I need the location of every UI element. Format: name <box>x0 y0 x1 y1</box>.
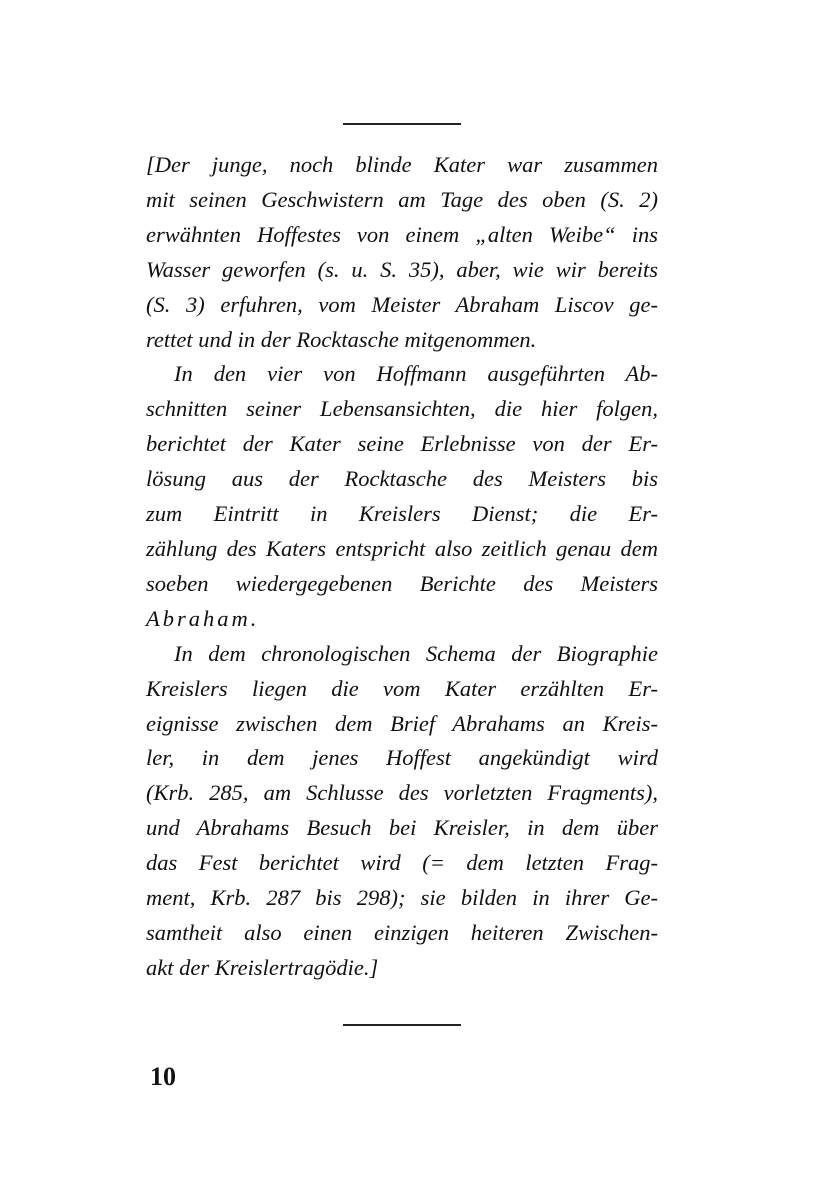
text-line: mit seinen Geschwistern am Tage des oben (S. 2) <box>146 186 658 212</box>
text-line: berichtet der Kater seine Erlebnisse von der Er- <box>146 431 658 457</box>
text-line: akt der Kreislertragödie.] <box>146 954 379 980</box>
bottom-divider-rule <box>343 1024 461 1026</box>
text-line: zum Eintritt in Kreislers Dienst; die Er- <box>146 501 658 527</box>
text-line: ler, in dem jenes Hoffest angekündigt wird <box>146 745 658 771</box>
text-line: Kreislers liegen die vom Kater erzählten Er- <box>146 675 658 701</box>
text-line: Wasser geworfen (s. u. S. 35), aber, wie wir bereits <box>146 256 658 282</box>
text-line: soeben wiedergegebenen Berichte des Meisters <box>146 570 658 596</box>
text-line: In den vier von Hoffmann ausgeführten Ab- <box>174 361 658 387</box>
text-line: eignisse zwischen dem Brief Abrahams an Kreis- <box>146 710 658 736</box>
text-line: lösung aus der Rocktasche des Meisters bis <box>146 466 658 492</box>
text-line: rettet und in der Rocktasche mitgenommen. <box>146 326 537 352</box>
text-line: zählung des Katers entspricht also zeitlich genau dem <box>146 535 658 561</box>
text-line: In dem chronologischen Schema der Biographie <box>174 640 658 666</box>
text-line: Abraham. <box>146 605 260 631</box>
text-line: samtheit also einen einzigen heiteren Zwischen- <box>146 919 658 945</box>
text-line: ment, Krb. 287 bis 298); sie bilden in ihrer Ge- <box>146 885 658 911</box>
text-line: das Fest berichtet wird (= dem letzten Frag- <box>146 850 658 876</box>
text-line: [Der junge, noch blinde Kater war zusammen <box>146 152 658 177</box>
text-line: und Abrahams Besuch bei Kreisler, in dem über <box>146 815 658 841</box>
page-number: 10 <box>150 1062 176 1091</box>
text-line: (S. 3) erfuhren, vom Meister Abraham Liscov ge- <box>146 291 658 317</box>
editorial-note <box>146 148 658 986</box>
text-line: schnitten seiner Lebensansichten, die hier folgen, <box>146 396 658 422</box>
text-line: erwähnten Hoffestes von einem „alten Weibe“ ins <box>146 221 658 247</box>
text-line: (Krb. 285, am Schlusse des vorletzten Fragments), <box>146 780 658 806</box>
top-divider-rule <box>343 123 461 125</box>
